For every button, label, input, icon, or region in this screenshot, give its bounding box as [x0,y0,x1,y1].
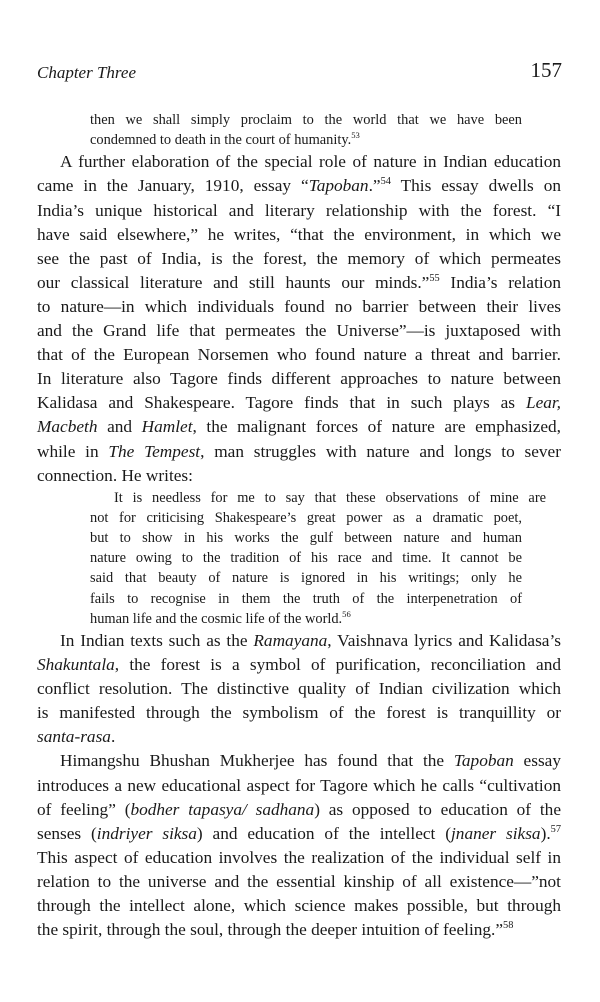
footnote-ref: 53 [351,130,360,141]
page-body [37,110,561,942]
quote-line: not for criticising Shakespeare’s great power as a dramatic poet, [90,509,522,526]
footnote-ref: 57 [550,823,561,835]
quote-line: but to show in his works the gulf between nature and human [90,530,522,547]
quote-line: human life and the cosmic life of the world.$^{56}$ [90,609,351,627]
text-line: our classical literature and still haunts our minds.”$^{55}$ India’s relation [37,272,561,292]
text-line: A further elaboration of the special role of nature in Indian education [60,152,561,172]
text-line: This aspect of education involves the realization of the individual self in [37,847,561,867]
quote-line: condemned to death in the court of humanity.$^{53}$ [90,130,360,149]
text-line: introduces a new educational aspect for Tagore which he calls “cultivation [37,775,561,795]
text-line: came in the January, 1910, essay “Tapoban.”$^{54}$ This essay dwells on [37,176,561,196]
text-line: In literature also Tagore finds different approaches to nature between [37,369,561,389]
footnote-ref: 58 [503,920,514,932]
quote-line: said that beauty of nature is ignored in his writings; only he [90,570,522,587]
quote-line: nature owing to the tradition of his race and time. It cannot be [90,550,522,567]
block-quote-2 [37,488,561,629]
text-line: Shakuntala, the forest is a symbol of purification, reconciliation and [37,655,561,675]
quote-line: then we shall simply proclaim to the world that we have been [90,112,522,128]
text-line: Himangshu Bhushan Mukherjee has found that the Tapoban essay [60,751,561,771]
paragraph-3 [37,749,561,942]
text-line: of feeling” (bodher tapasya/ sadhana) as opposed to education of the [37,799,561,819]
text-line: that of the European Norsemen who found nature a threat and barrier. [37,345,561,365]
text-line: santa-rasa. [37,727,116,747]
text-line: is manifested through the symbolism of the forest is tranquillity or [37,703,561,723]
text-line: and the Grand life that permeates the Universe”—is juxtaposed with [37,321,561,341]
text-line: see the past of India, is the forest, the memory of which permeates [37,248,561,268]
text-line: senses (indriyer siksa) and education of the intellect (jnaner siksa).$^{57}$ [37,823,561,843]
text-line: through the intellect alone, which science makes possible, but through [37,896,561,916]
text-line: while in The Tempest, man struggles with nature and longs to sever [37,441,561,461]
text-line: the spirit, through the soul, through the deeper intuition of feeling.”$^{58}$ [37,920,514,940]
quote-line: fails to recognise in them the truth of the interpenetration of [90,590,522,607]
text-line: relation to the universe and the essential kinship of all existence—”not [37,871,561,891]
footnote-ref: 55 [429,273,440,285]
footnote-ref: 54 [380,176,391,188]
paragraph-2 [37,629,561,749]
text-line: Macbeth and Hamlet, the malignant forces of nature are emphasized, [37,417,562,437]
text-line: conflict resolution. The distinctive quality of Indian civilization which [37,679,561,699]
block-quote-1 [37,110,561,150]
text-line: In Indian texts such as the Ramayana, Vaishnava lyrics and Kalidasa’s [60,631,561,650]
footnote-ref: 56 [342,609,351,620]
page-header [37,58,562,88]
text-line: India’s unique historical and literary relationship with the forest. “I [37,200,561,220]
text-line: to nature—in which individuals found no barrier between their lives [37,296,561,316]
page-number: 157 [530,58,562,82]
text-line: Kalidasa and Shakespeare. Tagore finds that in such plays as Lear, [37,393,562,413]
paragraph-1 [37,150,561,487]
text-line: have said elsewhere,” he writes, “that the environment, in which we [37,224,561,244]
running-head: Chapter Three [37,63,137,82]
text-line: connection. He writes: [37,465,193,485]
quote-line: It is needless for me to say that these observations of mine are [114,489,546,506]
